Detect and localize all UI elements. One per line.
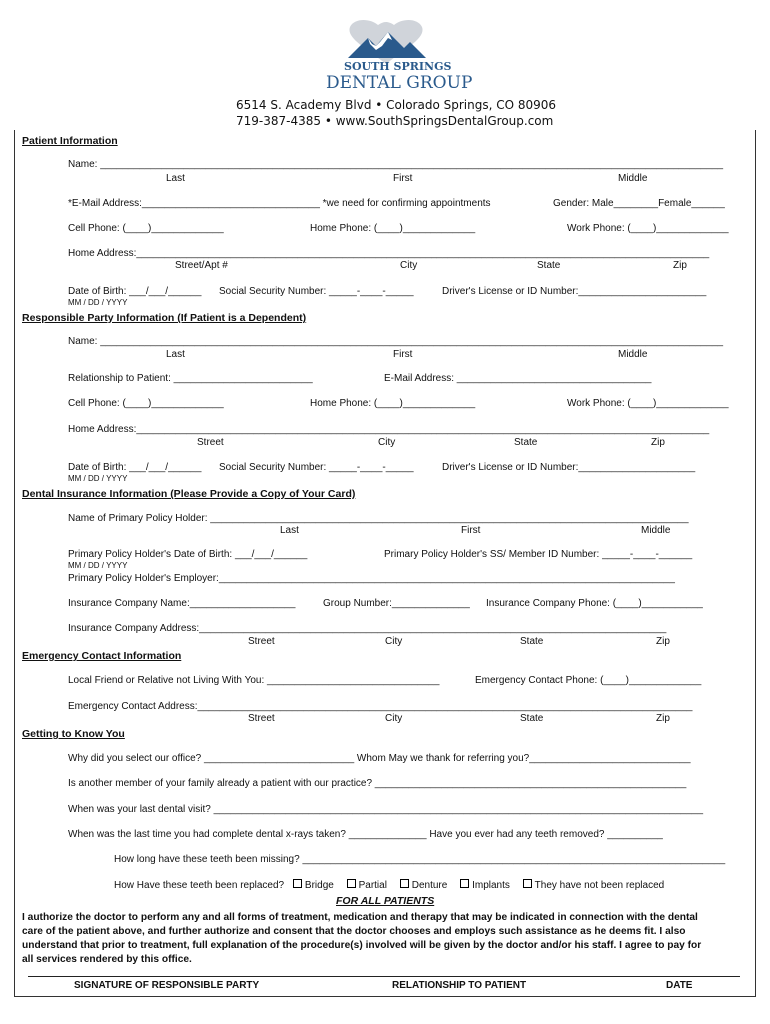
checkbox-icon: [293, 879, 302, 888]
patient-name-middle-label: Middle: [618, 173, 648, 184]
patient-street-label: Street/Apt #: [175, 260, 228, 271]
patient-cell-phone-field[interactable]: Cell Phone: (____)_____________: [68, 223, 224, 234]
emergency-section-title: Emergency Contact Information: [22, 650, 182, 662]
patient-section-title: Patient Information: [22, 135, 118, 147]
insurance-holder-dob-field[interactable]: Primary Policy Holder's Date of Birth: ___/___/______: [68, 549, 308, 560]
office-address: 6514 S. Academy Blvd • Colorado Springs, CO 80906: [236, 98, 557, 112]
bridge-option-label: Bridge: [304, 880, 334, 891]
implants-checkbox[interactable]: [460, 880, 510, 891]
getting-how-long-field[interactable]: How long have these teeth been missing? ____________________________________________________________________________: [114, 854, 726, 865]
not-replaced-option-label: They have not been replaced: [534, 880, 665, 891]
signature-line[interactable]: [28, 976, 740, 977]
responsible-work-phone-field[interactable]: Work Phone: (____)_____________: [567, 398, 729, 409]
responsible-dob-field[interactable]: Date of Birth: ___/___/______: [68, 462, 202, 473]
responsible-email-field[interactable]: E-Mail Address: ___________________________________: [384, 373, 652, 384]
denture-checkbox[interactable]: [400, 880, 448, 891]
insurance-employer-field[interactable]: Primary Policy Holder's Employer:__________________________________________________________________________________: [68, 573, 675, 584]
logo-line2: DENTAL GROUP: [326, 73, 473, 93]
logo-mountain-icon: [330, 18, 442, 66]
getting-why-field[interactable]: Why did you select our office? ___________________________ Whom May we thank for referring you?_____________________________: [68, 753, 691, 764]
responsible-name-middle-label: Middle: [618, 349, 648, 360]
emergency-friend-field[interactable]: Local Friend or Relative not Living With You: _______________________________: [68, 675, 440, 686]
patient-gender-field[interactable]: Gender: Male________Female______: [553, 198, 725, 209]
not-replaced-checkbox[interactable]: [523, 880, 665, 891]
office-contact: 719-387-4385 • www.SouthSpringsDentalGroup.com: [236, 114, 554, 128]
responsible-name-first-label: First: [393, 349, 413, 360]
consent-line-2: care of the patient above, and further authorize and consent that the doctor chooses and employs such assistance as he deems fit. I also: [22, 926, 686, 937]
insurance-name-last-label: Last: [280, 525, 299, 536]
responsible-state-label: State: [514, 437, 538, 448]
responsible-dob-format: MM / DD / YYYY: [68, 474, 128, 483]
patient-home-phone-field[interactable]: Home Phone: (____)_____________: [310, 223, 476, 234]
patient-home-address-field[interactable]: Home Address:_______________________________________________________________________________________________________: [68, 248, 710, 259]
insurance-company-name-field[interactable]: Insurance Company Name:___________________: [68, 598, 296, 609]
signature-label: SIGNATURE OF RESPONSIBLE PARTY: [74, 980, 260, 991]
insurance-company-phone-field[interactable]: Insurance Company Phone: (____)___________: [486, 598, 703, 609]
consent-line-4: all services rendered by this office.: [22, 954, 192, 965]
responsible-name-field[interactable]: Name: ________________________________________________________________________________________________________________: [68, 336, 724, 347]
getting-replaced-label: How Have these teeth been replaced?: [114, 880, 285, 891]
patient-ssn-field[interactable]: Social Security Number: _____-____-_____: [219, 286, 414, 297]
checkbox-icon: [400, 879, 409, 888]
insurance-street-label: Street: [248, 636, 275, 647]
consent-line-1: I authorize the doctor to perform any and all forms of treatment, medication and therapy that may be indicated in connection with the dental: [22, 912, 698, 923]
patient-dob-field[interactable]: Date of Birth: ___/___/______: [68, 286, 202, 297]
responsible-ssn-field[interactable]: Social Security Number: _____-____-_____: [219, 462, 414, 473]
responsible-home-phone-field[interactable]: Home Phone: (____)_____________: [310, 398, 476, 409]
insurance-dob-format: MM / DD / YYYY: [68, 561, 128, 570]
insurance-holder-name-field[interactable]: Name of Primary Policy Holder: ______________________________________________________________________________________: [68, 513, 689, 524]
insurance-name-middle-label: Middle: [641, 525, 671, 536]
patient-email-field[interactable]: *E-Mail Address:________________________________ *we need for confirming appointments: [68, 198, 491, 209]
emergency-street-label: Street: [248, 713, 275, 724]
logo: [326, 18, 473, 96]
getting-xrays-field[interactable]: When was the last time you had complete dental x-rays taken? ______________ Have you ever had any teeth removed? __________: [68, 829, 663, 840]
denture-option-label: Denture: [411, 880, 448, 891]
all-patients-title: FOR ALL PATIENTS: [336, 895, 435, 907]
partial-option-label: Partial: [358, 880, 387, 891]
responsible-cell-phone-field[interactable]: Cell Phone: (____)_____________: [68, 398, 224, 409]
bridge-checkbox[interactable]: [293, 880, 334, 891]
patient-city-label: City: [400, 260, 418, 271]
implants-option-label: Implants: [472, 880, 510, 891]
responsible-relationship-field[interactable]: Relationship to Patient: _________________________: [68, 373, 313, 384]
patient-zip-label: Zip: [673, 260, 687, 271]
insurance-company-address-field[interactable]: Insurance Company Address:____________________________________________________________________________________: [68, 623, 667, 634]
getting-family-field[interactable]: Is another member of your family already a patient with our practice? ________________________________________________________: [68, 778, 687, 789]
emergency-zip-label: Zip: [656, 713, 670, 724]
emergency-phone-field[interactable]: Emergency Contact Phone: (____)_____________: [475, 675, 702, 686]
patient-name-last-label: Last: [166, 173, 185, 184]
insurance-state-label: State: [520, 636, 544, 647]
emergency-address-field[interactable]: Emergency Contact Address:_________________________________________________________________________________________: [68, 701, 693, 712]
responsible-name-last-label: Last: [166, 349, 185, 360]
patient-name-field[interactable]: Name: ________________________________________________________________________________________________________________: [68, 159, 724, 170]
insurance-section-title: Dental Insurance Information (Please Provide a Copy of Your Card): [22, 488, 356, 500]
responsible-license-field[interactable]: Driver's License or ID Number:_____________________: [442, 462, 696, 473]
checkbox-icon: [347, 879, 356, 888]
getting-last-visit-field[interactable]: When was your last dental visit? ________________________________________________________________________________________: [68, 804, 704, 815]
responsible-zip-label: Zip: [651, 437, 665, 448]
getting-section-title: Getting to Know You: [22, 728, 125, 740]
patient-name-first-label: First: [393, 173, 413, 184]
insurance-city-label: City: [385, 636, 403, 647]
logo-line1: SOUTH SPRINGS: [344, 60, 452, 73]
emergency-city-label: City: [385, 713, 403, 724]
date-label: DATE: [666, 980, 693, 991]
checkbox-icon: [523, 879, 532, 888]
insurance-group-number-field[interactable]: Group Number:______________: [323, 598, 470, 609]
patient-license-field[interactable]: Driver's License or ID Number:_______________________: [442, 286, 707, 297]
partial-checkbox[interactable]: [347, 880, 387, 891]
responsible-street-label: Street: [197, 437, 224, 448]
patient-state-label: State: [537, 260, 561, 271]
patient-dob-format: MM / DD / YYYY: [68, 298, 128, 307]
consent-line-3: understand that prior to treatment, full explanation of the procedure(s) involved will be given by the doctor and/or his staff. I agree to pay for: [22, 940, 702, 951]
checkbox-icon: [460, 879, 469, 888]
responsible-home-address-field[interactable]: Home Address:_______________________________________________________________________________________________________: [68, 424, 710, 435]
responsible-section-title: Responsible Party Information (If Patient is a Dependent): [22, 312, 307, 324]
patient-work-phone-field[interactable]: Work Phone: (____)_____________: [567, 223, 729, 234]
insurance-zip-label: Zip: [656, 636, 670, 647]
responsible-city-label: City: [378, 437, 396, 448]
insurance-holder-ssn-field[interactable]: Primary Policy Holder's SS/ Member ID Number: _____-____-______: [384, 549, 693, 560]
emergency-state-label: State: [520, 713, 544, 724]
insurance-name-first-label: First: [461, 525, 481, 536]
relationship-label: RELATIONSHIP TO PATIENT: [392, 980, 527, 991]
getting-replaced-row: [114, 879, 664, 891]
